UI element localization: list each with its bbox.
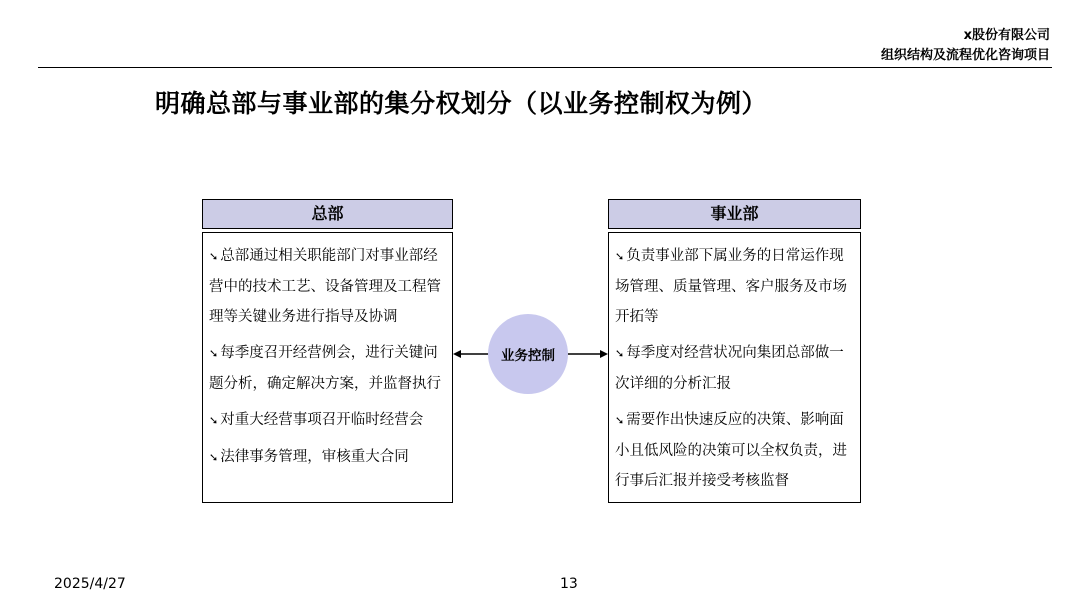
list-item: ➘ 需要作出快速反应的决策、影响面小且低风险的决策可以全权负责，进行事后汇报并接受考核监督 — [615, 412, 847, 489]
company-header — [881, 26, 1050, 66]
arrow-bullet-icon: ➘ — [615, 250, 625, 263]
headquarters-responsibilities — [202, 232, 453, 503]
header-divider — [38, 67, 1052, 68]
arrow-bullet-icon: ➘ — [615, 414, 625, 427]
business-unit-responsibilities — [608, 232, 861, 503]
footer-date: 2025/4/27 — [54, 576, 126, 592]
headquarters-heading: 总部 — [202, 199, 453, 229]
list-item: ➘ 每季度对经营状况向集团总部做一次详细的分析汇报 — [615, 345, 844, 392]
arrow-bullet-icon: ➘ — [209, 250, 219, 263]
business-unit-heading: 事业部 — [608, 199, 861, 229]
arrow-bullet-icon: ➘ — [615, 347, 625, 360]
arrow-bullet-icon: ➘ — [209, 451, 219, 464]
list-item: ➘ 总部通过相关职能部门对事业部经营中的技术工艺、设备管理及工程管理等关键业务进行指导及协调 — [209, 248, 441, 325]
company-name: x股份有限公司 — [963, 28, 1050, 43]
arrow-bullet-icon: ➘ — [209, 347, 219, 360]
page-number: 13 — [560, 576, 578, 592]
list-item: ➘ 每季度召开经营例会，进行关键问题分析，确定解决方案，并监督执行 — [209, 345, 441, 392]
project-name: 组织结构及流程优化咨询项目 — [880, 48, 1050, 63]
list-item: ➘ 负责事业部下属业务的日常运作现场管理、质量管理、客户服务及市场开拓等 — [615, 248, 847, 325]
slide-title: 明确总部与事业部的集分权划分（以业务控制权为例） — [155, 89, 768, 118]
arrow-bullet-icon: ➘ — [209, 414, 219, 427]
business-control-circle — [488, 314, 568, 394]
list-item: ➘ 法律事务管理，审核重大合同 — [209, 449, 409, 465]
center-label: 业务控制 — [501, 348, 555, 364]
list-item: ➘ 对重大经营事项召开临时经营会 — [209, 412, 424, 428]
